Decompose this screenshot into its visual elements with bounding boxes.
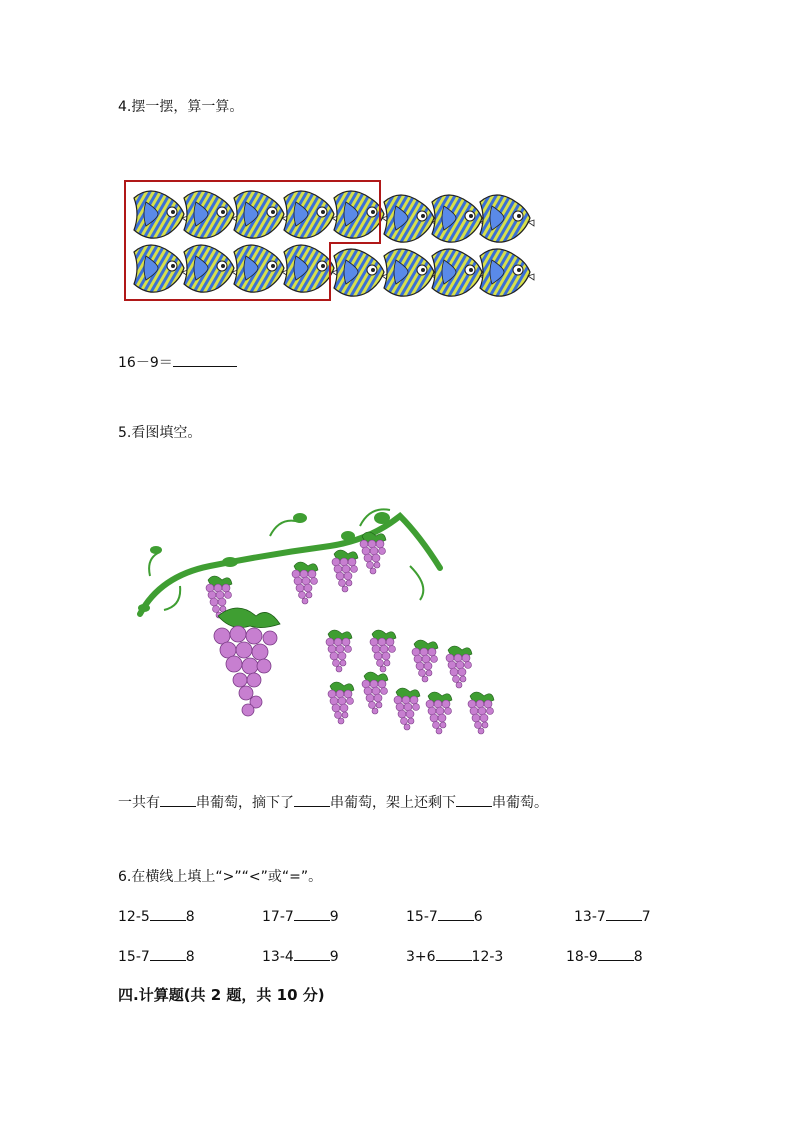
q5-sentence [118, 792, 548, 812]
grape-icon [426, 692, 452, 734]
grape-icon [292, 562, 318, 604]
fish-icon [480, 249, 534, 296]
compare-right: 6 [473, 909, 483, 925]
compare-item [118, 906, 195, 926]
compare-right: 8 [185, 909, 195, 925]
answer-blank[interactable] [173, 352, 237, 367]
compare-left: 3+6 [406, 949, 436, 965]
answer-blank[interactable] [160, 792, 196, 807]
compare-left: 15-7 [118, 949, 150, 965]
q5-text-3: 串葡萄，架上还剩下 [330, 795, 456, 811]
grape-icon [326, 630, 352, 672]
compare-left: 18-9 [566, 949, 598, 965]
fish-icon [134, 245, 188, 292]
q5-text-2: 串葡萄，摘下了 [196, 795, 294, 811]
fish-svg [118, 174, 538, 308]
fish-icon [432, 249, 486, 296]
fish-icon [432, 195, 486, 242]
compare-item [566, 946, 643, 966]
compare-blank[interactable] [436, 946, 472, 961]
compare-blank[interactable] [438, 906, 474, 921]
answer-blank[interactable] [456, 792, 492, 807]
q6-title: 6.在横线上填上“>”“<”或“=”。 [118, 869, 323, 885]
compare-item [118, 946, 195, 966]
compare-left: 12-5 [118, 909, 150, 925]
grape-icon [446, 646, 472, 688]
compare-blank[interactable] [294, 906, 330, 921]
fish-icon [384, 249, 438, 296]
compare-right: 7 [641, 909, 651, 925]
compare-right: 12-3 [471, 949, 504, 965]
compare-right: 9 [329, 949, 339, 965]
fish-icon [184, 245, 238, 292]
fish-icon [134, 191, 188, 238]
grape-figure [120, 496, 510, 750]
q5-text-1: 一共有 [118, 795, 160, 811]
compare-blank[interactable] [606, 906, 642, 921]
fish-icon [234, 245, 288, 292]
compare-left: 13-7 [574, 909, 606, 925]
compare-item [262, 946, 339, 966]
compare-item [406, 906, 483, 926]
compare-blank[interactable] [294, 946, 330, 961]
compare-blank[interactable] [150, 946, 186, 961]
compare-right: 8 [633, 949, 643, 965]
q5-title: 5.看图填空。 [118, 425, 202, 441]
fish-icon [234, 191, 288, 238]
compare-right: 9 [329, 909, 339, 925]
grape-icon [468, 692, 494, 734]
fish-figure [118, 174, 538, 308]
fish-icon [480, 195, 534, 242]
q5-text-4: 串葡萄。 [492, 795, 548, 811]
fish-icon [334, 249, 388, 296]
compare-item [262, 906, 339, 926]
grape-icon [394, 688, 420, 730]
answer-blank[interactable] [294, 792, 330, 807]
grape-icon [360, 532, 386, 574]
compare-blank[interactable] [150, 906, 186, 921]
q4-equation-text: 16－9＝ [118, 355, 173, 371]
compare-item [574, 906, 651, 926]
compare-right: 8 [185, 949, 195, 965]
compare-left: 17-7 [262, 909, 294, 925]
q4-equation [118, 352, 237, 372]
big-grape-icon [214, 608, 280, 716]
vine [140, 516, 440, 614]
compare-item [406, 946, 503, 966]
fish-icon [384, 195, 438, 242]
fish-icon [184, 191, 238, 238]
grape-icon [332, 550, 358, 592]
grape-icon [328, 682, 354, 724]
compare-left: 13-4 [262, 949, 294, 965]
grape-icon [412, 640, 438, 682]
compare-left: 15-7 [406, 909, 438, 925]
grape-icon [370, 630, 396, 672]
grape-svg [120, 496, 510, 750]
section-heading: 四.计算题(共 2 题，共 10 分) [118, 986, 325, 1004]
grape-icon [362, 672, 388, 714]
q4-title: 4.摆一摆，算一算。 [118, 99, 244, 115]
compare-blank[interactable] [598, 946, 634, 961]
fish-icon [284, 191, 338, 238]
vine-tendrils [149, 509, 423, 610]
